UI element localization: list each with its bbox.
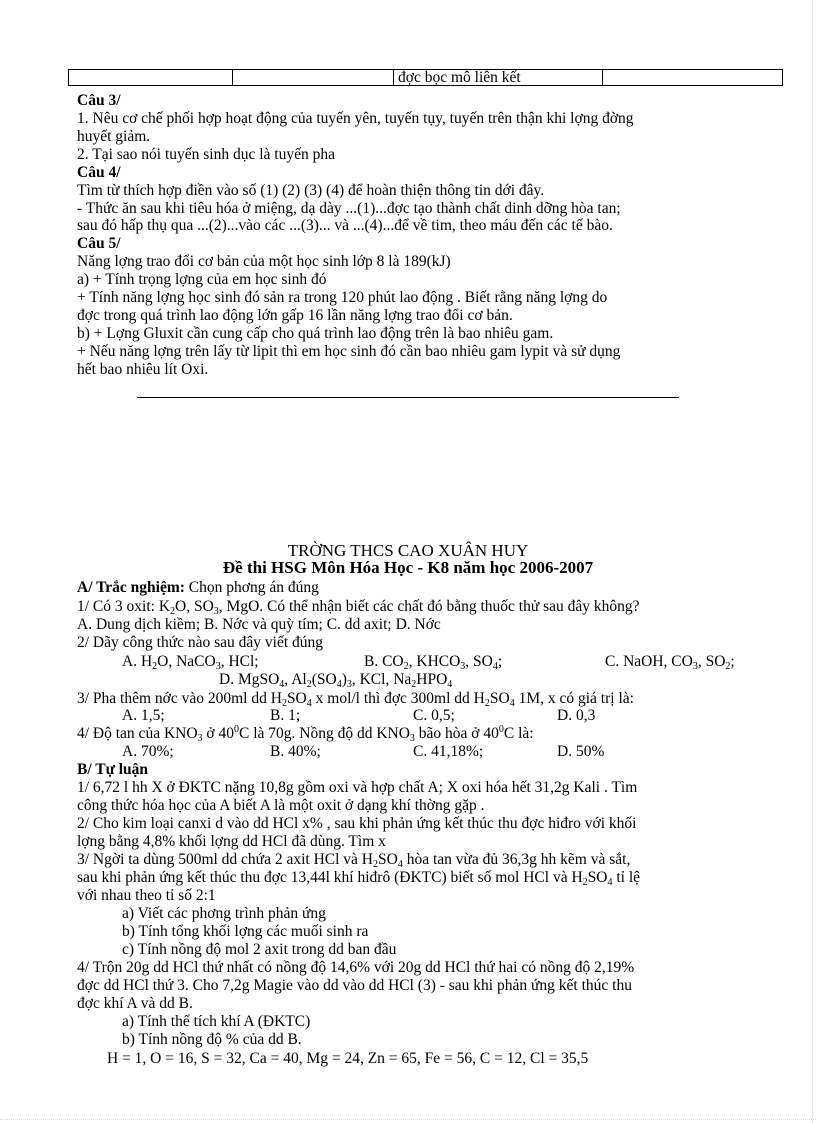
mc-question-4: 4/ Độ tan của $KNO_3$ ở $40^0C$ là 70g. Nồng độ dd $KNO_3$ bão hòa ở $40^0C$ là: — [77, 724, 534, 744]
mc-question-1-options: A. Dung dịch kiềm; B. Nớc và quỳ tím; C. dd axit; D. Nớc — [77, 616, 441, 633]
essay-problem-4: đợc dd HCl thứ 3. Cho 7,2g Magie vào dd vào dd HCl (3) - sau khi phản ứng kết thúc thu — [77, 977, 632, 994]
continued-table — [68, 69, 783, 86]
question-4-line: sau đó hấp thụ qua ...(2)...vào các ...(3)... và ...(4)...để về tim, theo máu đến các tế bào. — [77, 217, 613, 234]
question-3-line: huyết giảm. — [77, 128, 151, 145]
mc-option: C. 41,18%; — [413, 743, 484, 760]
essay-problem-1: công thức hóa học của A biết A là một oxit ở dạng khí thờng gặp . — [77, 797, 485, 814]
table-cell — [69, 70, 233, 86]
essay-problem-4: 4/ Trộn 20g dd HCl thứ nhất có nồng độ 14,6% với 20g dd HCl thứ hai có nồng độ 2,19% — [77, 959, 635, 976]
question-5-line: Năng lợng trao đổi cơ bản của một học sinh lớp 8 là 189(kJ) — [77, 253, 451, 270]
mc-question-3: 3/ Pha thêm nớc vào 200ml dd $H_2SO_4$ x mol/l thì đợc 300ml dd $H_2SO_4$ 1M, x có giá trị là: — [77, 690, 634, 709]
mc-option: A. 1,5; — [122, 707, 165, 724]
essay-problem-2: 2/ Cho kim loại canxi d vào dd HCl x% , sau khi phản ứng kết thúc thu đợc hiđro với khối — [77, 815, 637, 832]
essay-subquestion: b) Tính tổng khối lợng các muối sinh ra — [122, 923, 369, 940]
essay-subquestion: c) Tính nồng độ mol 2 axit trong dd ban đầu — [122, 941, 397, 958]
essay-subquestion: b) Tính nồng độ % của dd B. — [122, 1031, 302, 1048]
mc-question-2-option-c: C. NaOH, $CO_3$, $SO_2$; — [605, 653, 735, 672]
mc-question-2-option-a: A. $H_2O$, NaCO$_3$, HCl; — [122, 653, 259, 672]
essay-problem-3: sau khi phản ứng kết thúc thu đợc 13,44l khí hiđrô (ĐKTC) biết số mol HCl và $H_2SO_4$ tỉ lệ — [77, 869, 641, 888]
table-cell — [233, 70, 394, 86]
mc-option: B. 40%; — [270, 743, 321, 760]
mc-option: D. 0,3 — [557, 707, 596, 724]
essay-problem-2: lợng bằng 4,8% khối lợng dd HCl đã dùng. Tìm x — [77, 833, 386, 850]
question-3-heading: Câu 3/ — [77, 92, 121, 109]
question-5-line: b) + Lợng Gluxit cần cung cấp cho quá trình lao động trên là bao nhiêu gam. — [77, 325, 554, 342]
question-4-line: - Thức ăn sau khi tiêu hóa ở miệng, dạ dày ...(1)...đợc tạo thành chất dinh dỡng hòa tan; — [77, 200, 621, 217]
mc-question-1: 1/ Có 3 oxit: $K_2O$, $SO_3$, MgO. Có thể nhận biết các chất đó bằng thuốc thử sau đây không? — [77, 598, 640, 617]
part-b-heading: B/ Tự luận — [77, 761, 149, 778]
mc-option: D. 50% — [557, 743, 605, 760]
question-5-line: đợc trong quá trình lao động lớn gấp 16 lần năng lợng trao đổi cơ bản. — [77, 307, 513, 324]
question-4-heading: Câu 4/ — [77, 164, 121, 181]
exam-title: Đề thi HSG Môn Hóa Học - K8 năm học 2006-2007 — [222, 558, 594, 577]
mc-option: A. 70%; — [122, 743, 174, 760]
section-divider — [137, 397, 679, 398]
essay-subquestion: a) Viết các phơng trình phản ứng — [122, 905, 326, 922]
question-3-line: 2. Tại sao nói tuyến sinh dục là tuyến pha — [77, 146, 335, 163]
question-3-line: 1. Nêu cơ chế phối hợp hoạt động của tuyến yên, tuyến tụy, tuyến trên thận khi lợng đờng — [77, 110, 634, 127]
school-name: TRỜNG THCS CAO XUÂN HUY — [287, 541, 529, 560]
mc-option: B. 1; — [270, 707, 301, 724]
essay-problem-1: 1/ 6,72 l hh X ở ĐKTC nặng 10,8g gồm oxi và hợp chất A; X oxi hóa hết 31,2g Kali . Tìm — [77, 779, 638, 796]
part-a-heading: A/ Trắc nghiệm: Chọn phơng án đúng — [77, 579, 319, 596]
mc-question-2: 2/ Dãy công thức nào sau đây viết đúng — [77, 634, 324, 651]
mc-option: C. 0,5; — [413, 707, 455, 724]
question-5-line: hết bao nhiêu lít Oxi. — [77, 361, 209, 378]
essay-problem-3: 3/ Ngời ta dùng 500ml dd chứa 2 axit HCl và $H_2SO_4$ hòa tan vừa đủ 36,3g hh kẽm và sắt, — [77, 851, 631, 870]
question-4-line: Tìm từ thích hợp điền vào số (1) (2) (3) (4) để hoàn thiện thông tin dới đây. — [77, 182, 545, 199]
essay-problem-4: đợc khí A và dd B. — [77, 995, 193, 1012]
question-5-heading: Câu 5/ — [77, 235, 121, 252]
table-cell: đợc bọc mô liên kết — [394, 70, 603, 86]
mc-question-2-option-d: D. MgSO$_4$, $Al_2(SO_4)_3$, KCl, $Na_2HPO_4$ — [219, 671, 453, 690]
question-5-line: + Tính năng lợng học sinh đó sản ra trong 120 phút lao động . Biết rằng năng lợng do — [77, 289, 608, 306]
page-edge — [0, 1119, 816, 1120]
mc-question-2-option-b: B. $CO_2$, $KHCO_3$, $SO_4$; — [364, 653, 503, 672]
question-5-line: a) + Tính trọng lợng của em học sinh đó — [77, 271, 327, 288]
atomic-masses: H = 1, O = 16, S = 32, Ca = 40, Mg = 24, Zn = 65, Fe = 56, C = 12, Cl = 35,5 — [107, 1050, 589, 1067]
table-row — [69, 70, 783, 86]
essay-subquestion: a) Tính thể tích khí A (ĐKTC) — [122, 1013, 311, 1030]
question-5-line: + Nếu năng lợng trên lấy từ lipit thì em học sinh đó cần bao nhiêu gam lypit và sử dụng — [77, 343, 621, 360]
essay-problem-3: với nhau theo tỉ số 2:1 — [77, 887, 216, 904]
table-cell — [603, 70, 783, 86]
page-edge — [812, 0, 813, 1123]
